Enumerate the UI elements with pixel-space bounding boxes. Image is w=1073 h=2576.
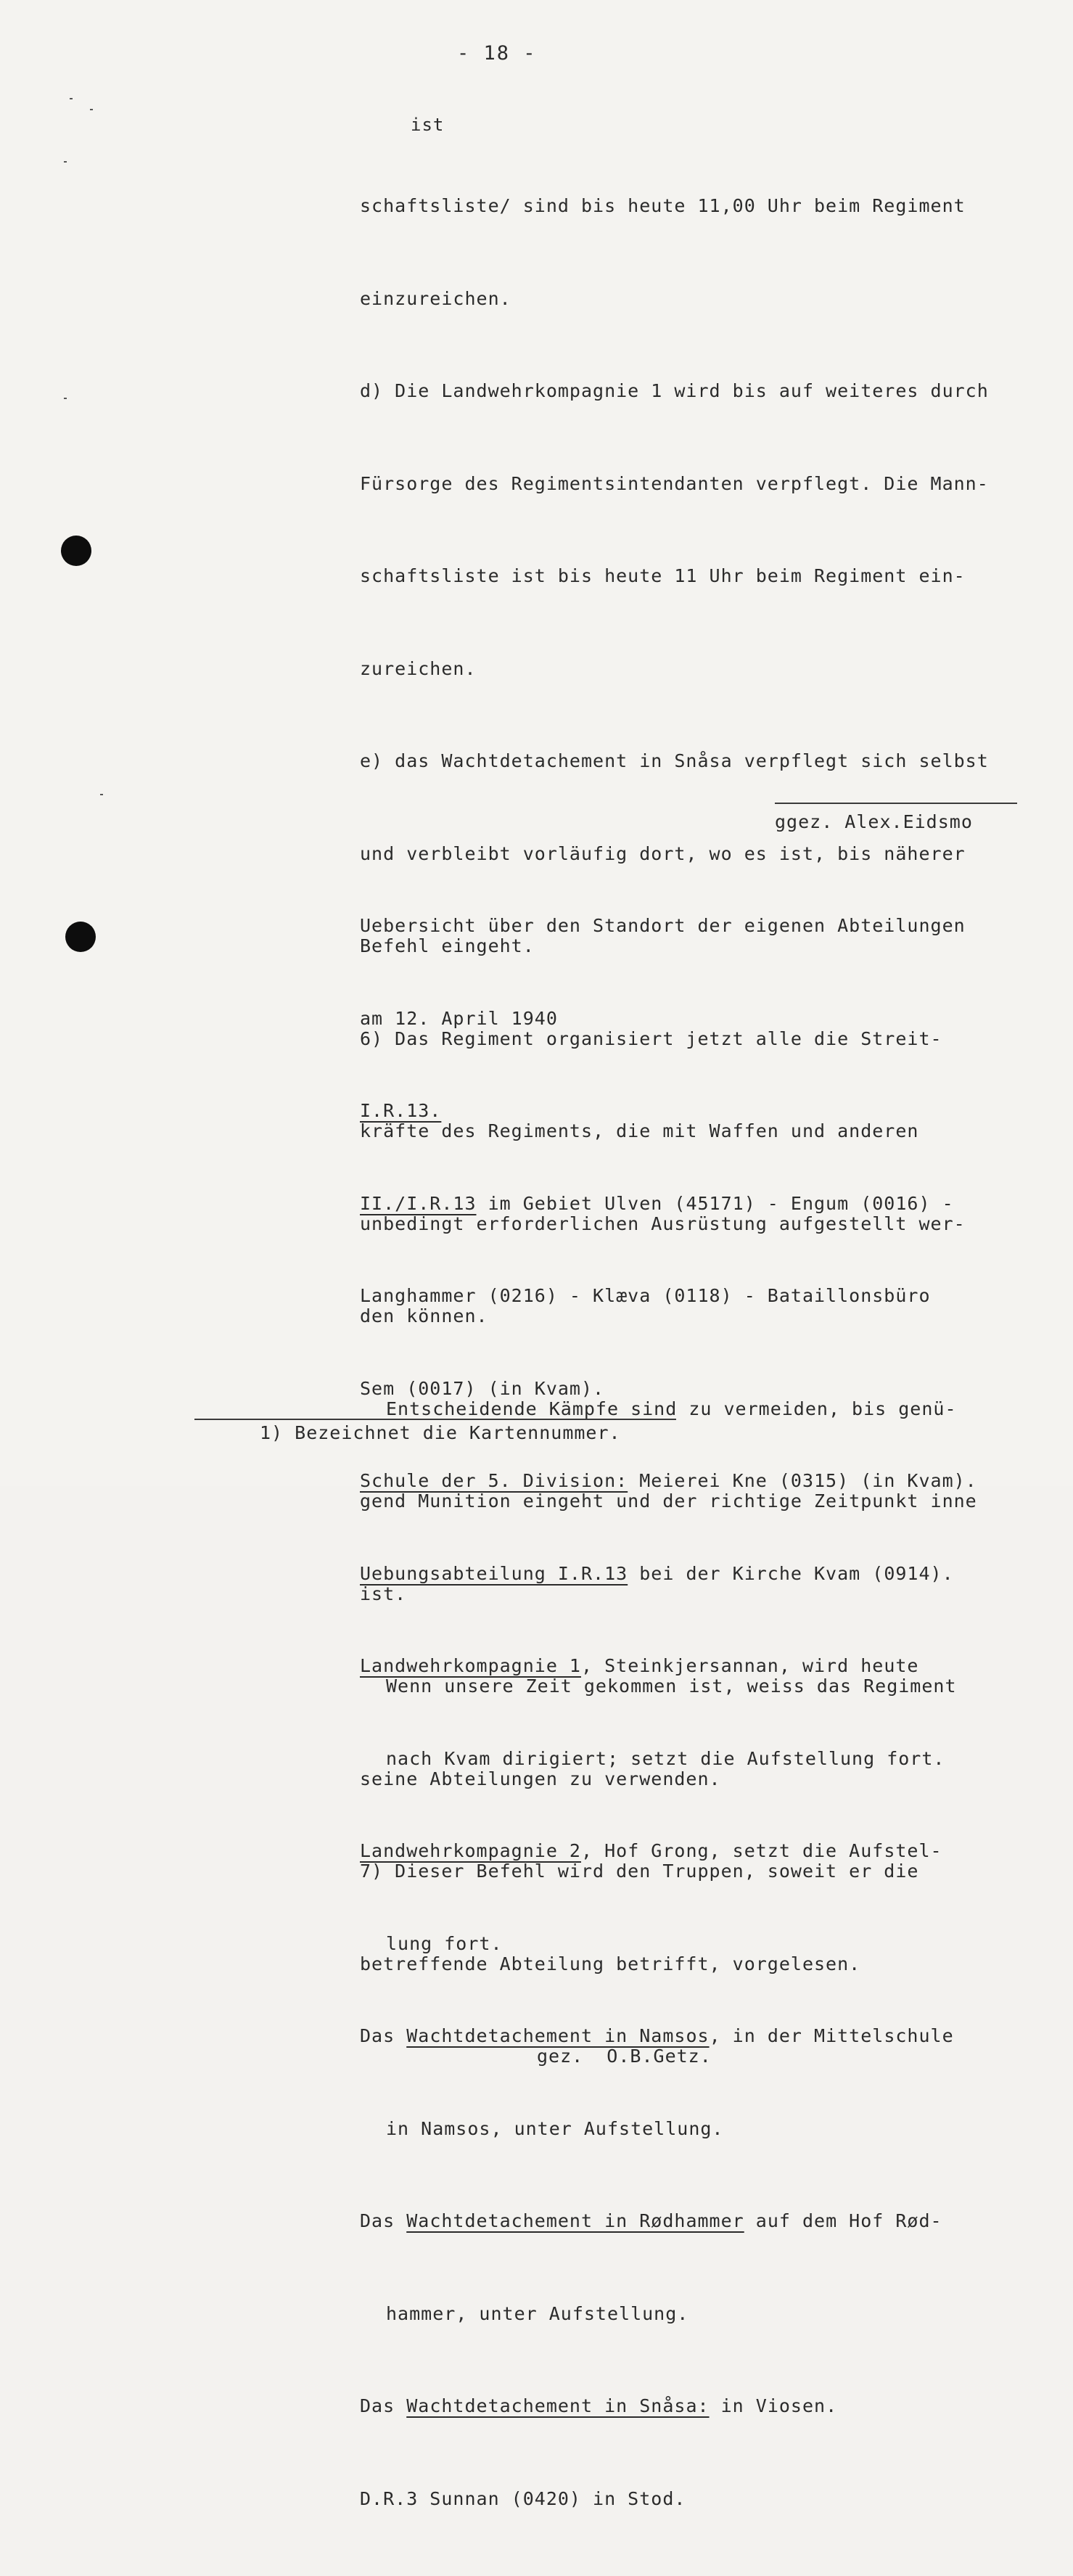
text-line: schaftsliste ist bis heute 11 Uhr beim Regiment ein- — [360, 565, 966, 586]
unit-heading: I.R.13. — [360, 1100, 442, 1121]
signature-rule — [775, 803, 1017, 804]
unit-name: Landwehrkompagnie 1 — [360, 1655, 581, 1676]
text-fragment: Das — [360, 2210, 407, 2231]
punch-hole — [61, 536, 91, 566]
unit-name: Uebungsabteilung I.R.13 — [360, 1562, 628, 1584]
text-line: ist. — [360, 1583, 407, 1604]
footnote: 1) Bezeichnet die Kartennummer. — [260, 1422, 621, 1443]
unit-name: Wachtdetachement in Snåsa: — [406, 2395, 710, 2416]
unit-name: Wachtdetachement in Rødhammer — [406, 2210, 744, 2231]
text-line: hammer, unter Aufstellung. — [386, 2302, 689, 2324]
unit-location: in Viosen. — [709, 2395, 838, 2416]
speck-mark — [64, 398, 67, 399]
unit-location: Meierei Kne (0315) (in Kvam). — [628, 1470, 977, 1491]
text-line: Wenn unsere Zeit gekommen ist, weiss das Regiment — [386, 1675, 957, 1697]
speck-mark — [64, 161, 67, 163]
text-line: in Namsos, unter Aufstellung. — [386, 2117, 724, 2139]
unit-location: bei der Kirche Kvam (0914). — [628, 1562, 954, 1584]
text-line: D.R.3 Sunnan (0420) in Stod. — [360, 2487, 686, 2509]
punch-hole — [65, 922, 96, 952]
unit-name: Schule der 5. Division: — [360, 1470, 628, 1491]
text-line: e) das Wachtdetachement in Snåsa verpflegt sich selbst — [360, 750, 989, 771]
text-line: den können. — [360, 1305, 488, 1326]
text-line: einzureichen. — [360, 287, 511, 309]
unit-name: Landwehrkompagnie 2 — [360, 1840, 581, 1861]
text-line: zureichen. — [360, 657, 477, 679]
page-number: - 18 - — [457, 42, 537, 65]
unit-name: II./I.R.13 — [360, 1192, 477, 1214]
signature-getz: gez. O.B.Getz. — [537, 2046, 712, 2067]
text-fragment: Das — [360, 2395, 407, 2416]
text-line: Sem (0017) (in Kvam). — [360, 1377, 605, 1399]
handwritten-insertion: ist — [411, 115, 445, 135]
overview-title: Uebersicht über den Standort der eigenen Abteilungen — [360, 915, 966, 936]
unit-location: , in der Mittelschule — [709, 2025, 954, 2046]
footnote-rule — [194, 1419, 676, 1420]
text-line: d) Die Landwehrkompagnie 1 wird bis auf weiteres durch — [360, 380, 989, 401]
text-line: 7) Dieser Befehl wird den Truppen, soweit er die — [360, 1861, 919, 1882]
text-line: lung fort. — [386, 1932, 503, 1954]
unit-location: , Hof Grong, setzt die Aufstel- — [580, 1840, 942, 1861]
location-overview — [360, 849, 1056, 2576]
text-line: 6) Das Regiment organisiert jetzt alle die Streit- — [360, 1027, 942, 1049]
text-line: Fürsorge des Regimentsintendanten verpflegt. Die Mann- — [360, 472, 989, 494]
text-line: und verbleibt vorläufig dort, wo es ist, bis näherer — [360, 842, 966, 864]
speck-mark — [100, 794, 103, 795]
unit-location: im Gebiet Ulven (45171) - Engum (0016) - — [476, 1192, 954, 1214]
text-line: schaftsliste/ sind bis heute 11,00 Uhr beim Regiment — [360, 195, 966, 216]
text-line: betreffende Abteilung betrifft, vorgelesen. — [360, 1953, 861, 1974]
text-line: nach Kvam dirigiert; setzt die Aufstellung fort. — [386, 1747, 945, 1769]
text-fragment: Das — [360, 2025, 407, 2046]
unit-location: , Steinkjersannan, wird heute — [580, 1655, 919, 1676]
unit-name: Wachtdetachement in Namsos — [406, 2025, 710, 2046]
text-line: Entscheidende Kämpfe sind zu vermeiden, bis genü- — [386, 1398, 957, 1419]
speck-mark — [70, 98, 73, 99]
text-line: Befehl eingeht. — [360, 935, 535, 956]
text-line: seine Abteilungen zu verwenden. — [360, 1768, 721, 1789]
text-line: gend Munition eingeht und der richtige Zeitpunkt inne — [360, 1490, 977, 1511]
text-line: Langhammer (0216) - Klæva (0118) - Bataillonsbüro — [360, 1285, 931, 1306]
text-line: kräfte des Regiments, die mit Waffen und anderen — [360, 1120, 919, 1141]
text-line: unbedingt erforderlichen Ausrüstung aufgestellt wer- — [360, 1213, 966, 1234]
overview-date: am 12. April 1940 — [360, 1007, 558, 1029]
signature-eidsmo: ggez. Alex.Eidsmo — [775, 811, 973, 832]
unit-location: auf dem Hof Rød- — [744, 2210, 942, 2231]
speck-mark — [90, 109, 93, 110]
